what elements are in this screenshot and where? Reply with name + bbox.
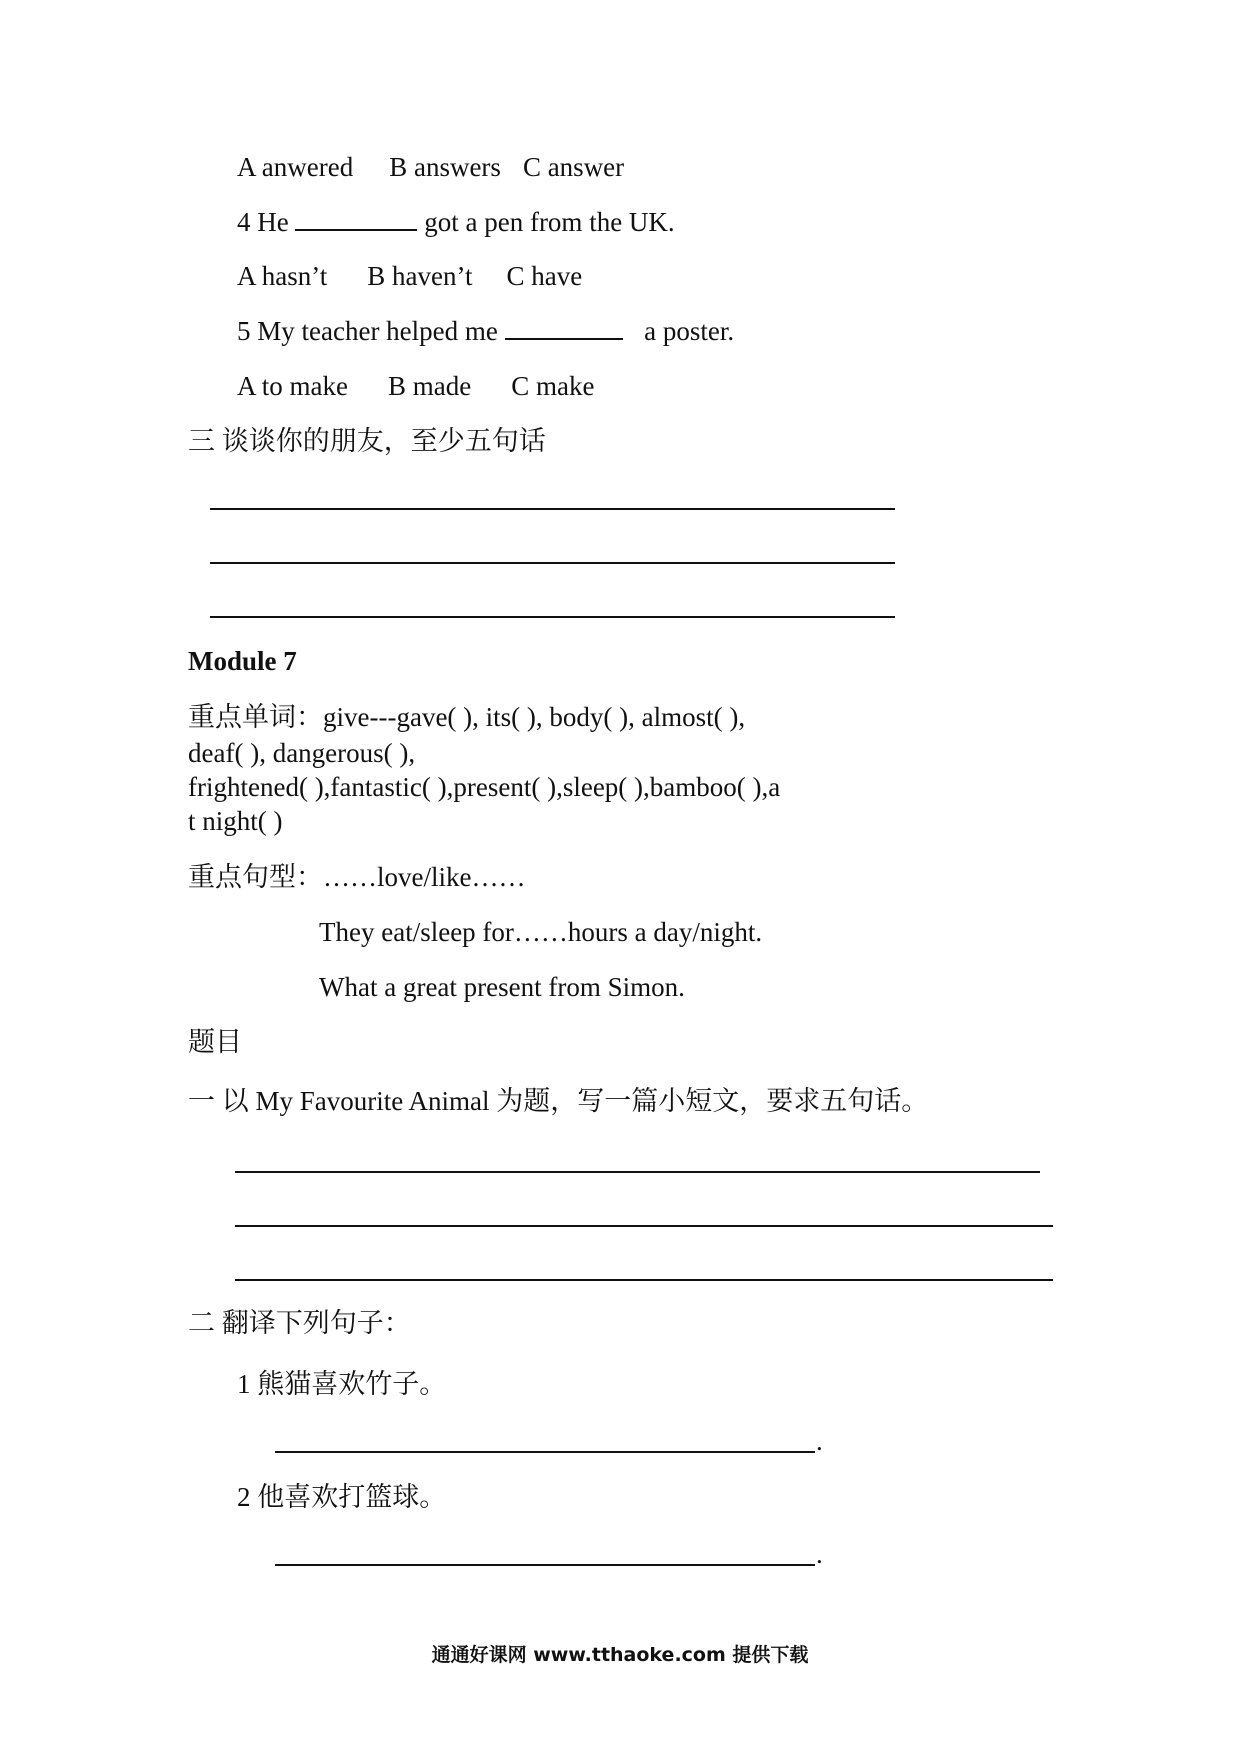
q5-answer-blank[interactable] (505, 314, 623, 340)
key-words-line-1: 重点单词：give---gave( ), its( ), body( ), almost( ), (188, 702, 746, 732)
exercises-heading: 题目 (188, 1027, 242, 1057)
key-sentence-1: They eat/sleep for……hours a day/night. (319, 917, 763, 947)
page-footer: 通通好课网 www.tthaoke.com 提供下载 (431, 1644, 809, 1666)
answer-line[interactable] (275, 1564, 815, 1566)
q4-options (237, 259, 582, 293)
task-1-prompt: 一 以 My Favourite Animal 为题，写一篇小短文，要求五句话。 (188, 1086, 929, 1116)
q5-text-after: a poster. (644, 316, 735, 346)
q3-options (237, 150, 624, 184)
answer-line-period: . (816, 1426, 823, 1456)
q4-option-c: C have (506, 261, 583, 291)
q5-options (237, 369, 594, 403)
q5-option-c: C make (511, 371, 595, 401)
q3-option-c: C answer (522, 152, 625, 182)
q5-option-b: B made (387, 371, 472, 401)
question-5 (237, 314, 734, 348)
writing-line[interactable] (210, 616, 895, 618)
q3-option-b: B answers (389, 152, 501, 182)
key-words-line-2: deaf( ), dangerous( ), (188, 738, 416, 768)
question-4 (237, 205, 675, 239)
translation-item-1: 1 熊猫喜欢竹子。 (237, 1369, 447, 1399)
writing-line[interactable] (235, 1225, 1053, 1227)
q4-answer-blank[interactable] (295, 205, 417, 231)
writing-line[interactable] (235, 1171, 1040, 1173)
key-words-line-3: frightened( ),fantastic( ),present( ),sleep( ),bamboo( ),a (188, 772, 781, 802)
answer-line-period: . (816, 1539, 823, 1569)
section-3-heading: 三 谈谈你的朋友，至少五句话 (188, 426, 546, 456)
key-sentences-label: 重点句型：……love/like…… (188, 862, 526, 892)
writing-line[interactable] (210, 562, 895, 564)
task-2-prompt: 二 翻译下列句子： (188, 1308, 411, 1338)
q4-option-a: A hasn’t (237, 261, 328, 291)
writing-line[interactable] (210, 508, 895, 510)
writing-line[interactable] (235, 1279, 1053, 1281)
q5-text-before: My teacher helped me (257, 316, 498, 346)
q5-option-a: A to make (237, 371, 348, 401)
module-title: Module 7 (188, 646, 297, 676)
answer-line[interactable] (275, 1451, 815, 1453)
key-words-line-4: t night( ) (188, 806, 283, 836)
q4-number: 4 (237, 207, 251, 237)
q4-option-b: B haven’t (367, 261, 473, 291)
translation-item-2: 2 他喜欢打篮球。 (237, 1482, 447, 1512)
q3-option-a: A anwered (237, 152, 354, 182)
key-sentence-2: What a great present from Simon. (319, 972, 685, 1002)
q4-text-after: got a pen from the UK. (424, 207, 675, 237)
q4-text-before: He (257, 207, 289, 237)
q5-number: 5 (237, 316, 251, 346)
